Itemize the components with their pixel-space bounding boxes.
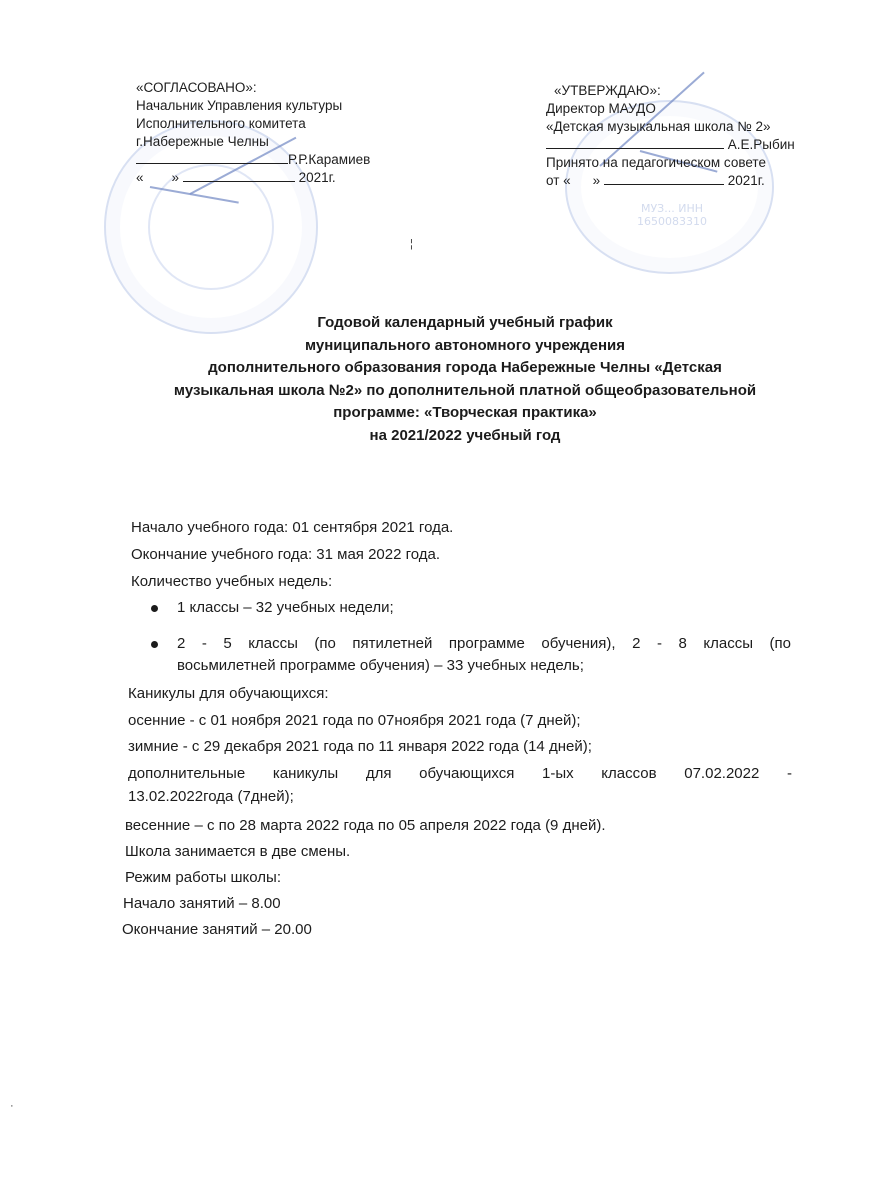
council-note: Принято на педагогическом совете [546, 155, 766, 170]
approval-position: Исполнительного комитета [136, 116, 306, 131]
title-line: музыкальная школа №2» по дополнительной платной общеобразовательной [173, 381, 757, 399]
approval-signature-line [136, 151, 406, 169]
holidays-heading: Каникулы для обучающихся: [128, 685, 329, 702]
holiday-autumn: осенние - с 01 ноября 2021 года по 07ноября 2021 года (7 дней); [128, 712, 581, 729]
approval-heading: «УТВЕРЖДАЮ»: [554, 83, 661, 98]
bullet-icon [151, 605, 158, 612]
weeks-other-grades-cont: восьмилетней программе обучения) – 33 учебных недель; [177, 657, 584, 674]
classes-end-time: Окончание занятий – 20.00 [122, 921, 312, 938]
weeks-heading: Количество учебных недель: [131, 573, 333, 590]
weeks-first-grade: 1 классы – 32 учебных недели; [177, 599, 394, 616]
classes-start-time: Начало занятий – 8.00 [123, 895, 281, 912]
signer-name: А.Е.Рыбин [727, 137, 795, 152]
school-year-start: Начало учебного года: 01 сентября 2021 года. [131, 519, 454, 536]
title-line: муниципального автономного учреждения [304, 336, 625, 354]
approval-block-left [136, 79, 406, 187]
approval-position: г.Набережные Челны [136, 134, 269, 149]
approval-position: Начальник Управления культуры [136, 98, 343, 113]
approval-date-line: « » 2021г. [136, 170, 336, 185]
title-line: дополнительного образования города Набережные Челны «Детская [208, 359, 722, 376]
holiday-extra-cont: 13.02.2022года (7дней); [128, 788, 294, 805]
holiday-winter: зимние - с 29 декабря 2021 года по 11 января 2022 года (14 дней); [128, 738, 592, 755]
holiday-extra: дополнительные каникулы для обучающихся 1-ых классов 07.02.2022 - [128, 765, 792, 782]
document-title [120, 312, 810, 447]
bullet-icon [151, 641, 158, 648]
approval-date-line: от « » 2021г. [546, 173, 765, 188]
approval-signature-line [546, 136, 816, 154]
work-mode-heading: Режим работы школы: [125, 869, 281, 886]
title-line: программе: «Творческая практика» [333, 404, 597, 421]
approval-heading: «СОГЛАСОВАНО»: [136, 80, 257, 95]
scan-mark: · [10, 1100, 14, 1112]
approval-year: 2021г. [727, 173, 765, 188]
title-line: на 2021/2022 учебный год [369, 426, 561, 444]
scan-mark: ¦ [410, 238, 413, 250]
signer-name: Р.Р.Карамиев [288, 152, 371, 167]
school-year-end: Окончание учебного года: 31 мая 2022 года. [131, 546, 441, 563]
weeks-other-grades: 2 - 5 классы (по пятилетней программе обучения), 2 - 8 классы (по [177, 635, 791, 652]
title-line: Годовой календарный учебный график [317, 314, 613, 331]
approval-year: 2021г. [298, 170, 336, 185]
approval-position: Директор МАУДО [546, 101, 656, 116]
approval-block-right [546, 82, 816, 190]
approval-position: «Детская музыкальная школа № 2» [546, 119, 771, 134]
seal-text: МУЗ... ИНН 1650083310 [637, 202, 707, 228]
holiday-spring: весенние – с по 28 марта 2022 года по 05 апреля 2022 года (9 дней). [125, 817, 606, 834]
school-shifts: Школа занимается в две смены. [125, 843, 351, 860]
